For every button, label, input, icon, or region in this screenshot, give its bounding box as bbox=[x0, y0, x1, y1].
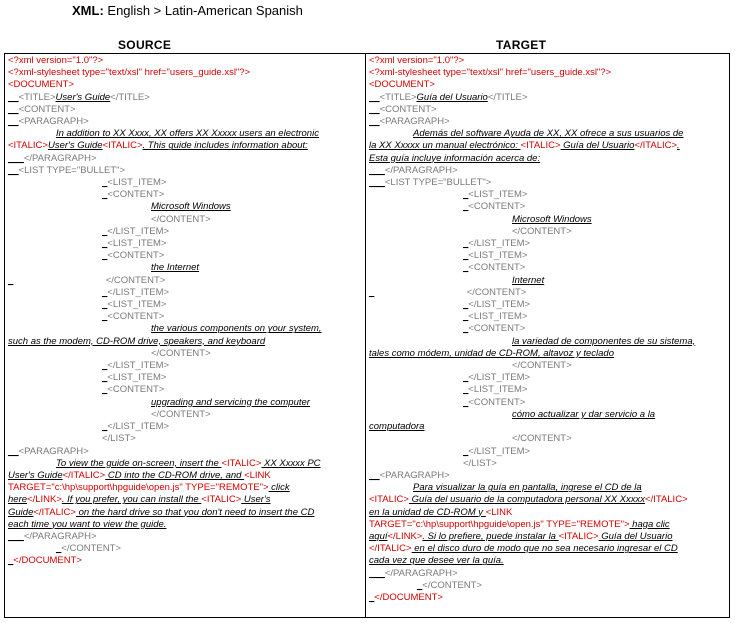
target-token: _ bbox=[463, 311, 469, 323]
target-xml-panel bbox=[369, 55, 725, 604]
target-line bbox=[369, 494, 725, 506]
source-token: </LIST_ITEM> bbox=[107, 360, 170, 372]
target-line bbox=[369, 433, 725, 445]
target-token: <LIST_ITEM> bbox=[468, 311, 528, 323]
target-token: __ bbox=[369, 103, 380, 115]
target-token: __ bbox=[369, 91, 380, 103]
source-token: </CONTENT> bbox=[105, 274, 166, 286]
target-token: Guía del usuario de la computadora personal XX Xxxxx bbox=[408, 494, 646, 506]
source-token: . This guide includes information about: bbox=[142, 140, 308, 152]
source-token: <LIST TYPE="BULLET"> bbox=[18, 164, 126, 176]
source-token: _ bbox=[8, 274, 14, 286]
target-token: _ bbox=[463, 445, 469, 457]
target-line bbox=[369, 360, 725, 372]
target-token: </LIST_ITEM> bbox=[468, 445, 531, 457]
target-line bbox=[369, 79, 725, 91]
target-line bbox=[369, 311, 725, 323]
source-token: __ bbox=[8, 445, 19, 457]
source-token: Guide bbox=[8, 506, 34, 518]
source-token: _ bbox=[102, 421, 108, 433]
source-line bbox=[8, 470, 358, 482]
source-token: </CONTENT> bbox=[151, 213, 211, 225]
source-token: the various components on your system, bbox=[151, 323, 322, 335]
source-line bbox=[8, 384, 358, 396]
target-token: _ bbox=[417, 579, 423, 591]
target-token: ___ bbox=[369, 177, 385, 189]
target-token: __ bbox=[369, 116, 380, 128]
source-line bbox=[8, 177, 358, 189]
page-heading bbox=[72, 3, 303, 18]
target-line bbox=[369, 421, 725, 433]
target-token: </ITALIC> bbox=[634, 140, 678, 152]
source-line bbox=[8, 67, 358, 79]
target-token: _ bbox=[463, 299, 469, 311]
target-line bbox=[369, 262, 725, 274]
target-token: </PARAGRAPH> bbox=[384, 164, 458, 176]
source-token: _ bbox=[102, 372, 108, 384]
target-token: <CONTENT> bbox=[468, 396, 526, 408]
target-token: <DOCUMENT> bbox=[369, 79, 435, 91]
source-token: </CONTENT> bbox=[151, 408, 211, 420]
target-token: Guía del Usuario bbox=[416, 91, 488, 103]
target-token: computadora bbox=[369, 421, 425, 433]
source-token: <ITALIC> bbox=[8, 140, 48, 152]
source-token: _ bbox=[102, 384, 108, 396]
target-token: <LINK bbox=[485, 506, 513, 518]
source-token: <ITALIC> bbox=[221, 457, 262, 469]
source-token: User's Guide bbox=[55, 91, 111, 103]
source-token: </PARAGRAPH> bbox=[23, 152, 97, 164]
target-token: <ITALIC> bbox=[520, 140, 561, 152]
source-token: upgrading and servicing the computer bbox=[151, 396, 310, 408]
target-token bbox=[374, 287, 466, 298]
target-token: _ bbox=[463, 384, 469, 396]
target-token: <ITALIC> bbox=[558, 530, 599, 542]
target-token: <CONTENT> bbox=[468, 323, 526, 335]
target-line bbox=[369, 238, 725, 250]
source-line bbox=[8, 153, 358, 165]
source-token: <PARAGRAPH> bbox=[18, 445, 89, 457]
source-line bbox=[8, 531, 358, 543]
target-line bbox=[369, 531, 725, 543]
target-token: _ bbox=[463, 201, 469, 213]
target-token: Además del software Ayuda de XX, XX ofrece a sus usuarios de bbox=[413, 128, 684, 140]
target-line bbox=[369, 458, 725, 470]
target-token: _ bbox=[369, 286, 375, 298]
target-token: </ITALIC> bbox=[645, 494, 688, 506]
target-token: TARGET="c:\hp\support\hpguide\open.js" TYPE="REMOTE"> bbox=[369, 518, 630, 530]
target-token: ___ bbox=[369, 567, 385, 579]
source-token: <LINK bbox=[244, 469, 271, 481]
target-token: </LIST_ITEM> bbox=[468, 372, 531, 384]
source-line bbox=[8, 275, 358, 287]
target-token: _ bbox=[463, 323, 469, 335]
target-token: <ITALIC> bbox=[369, 494, 409, 506]
target-column-header: TARGET bbox=[496, 38, 547, 52]
source-line bbox=[8, 226, 358, 238]
source-token: <DOCUMENT> bbox=[8, 79, 74, 91]
target-token: </CONTENT> bbox=[466, 286, 527, 298]
target-token: la variedad de componentes de su sistema, bbox=[512, 335, 696, 347]
source-token: <LIST_ITEM> bbox=[107, 177, 167, 189]
source-line bbox=[8, 104, 358, 116]
source-token: the Internet bbox=[151, 262, 200, 274]
source-line bbox=[8, 397, 358, 409]
source-token: <ITALIC> bbox=[201, 494, 242, 506]
target-line bbox=[369, 287, 725, 299]
target-token: en el disco duro de modo que no sea necesario ingresar el CD bbox=[411, 543, 678, 555]
target-line bbox=[369, 482, 725, 494]
target-line bbox=[369, 250, 725, 262]
source-token: XX Xxxxx PC bbox=[261, 457, 321, 469]
source-token: <LIST_ITEM> bbox=[107, 372, 167, 384]
target-token: ___ bbox=[369, 164, 385, 176]
target-token: haga clic bbox=[629, 518, 670, 530]
target-token: la XX Xxxxx un manual electrónico: bbox=[369, 140, 521, 152]
source-token: <LIST_ITEM> bbox=[107, 238, 167, 250]
target-token: <LIST_ITEM> bbox=[468, 384, 528, 396]
source-token: _ bbox=[102, 311, 108, 323]
target-token: Guía del Usuario bbox=[598, 530, 673, 542]
source-token: </CONTENT> bbox=[151, 347, 211, 359]
source-token: _ bbox=[56, 543, 62, 555]
target-line bbox=[369, 470, 725, 482]
target-line bbox=[369, 299, 725, 311]
source-line bbox=[8, 116, 358, 128]
source-token: such as the modem, CD-ROM drive, speakers, and keyboard bbox=[8, 335, 266, 347]
source-line bbox=[8, 55, 358, 67]
target-token: Guía del Usuario bbox=[560, 140, 635, 152]
source-token: <?xml version="1.0"?> bbox=[8, 55, 104, 66]
target-line bbox=[369, 446, 725, 458]
source-line bbox=[8, 238, 358, 250]
source-line bbox=[8, 336, 358, 348]
source-token: </ITALIC> bbox=[62, 469, 106, 481]
source-token: on the hard drive so that you don't need to insert the CD bbox=[75, 506, 315, 518]
target-line bbox=[369, 92, 725, 104]
source-token: each time you want to view the guide. bbox=[8, 518, 167, 530]
target-line bbox=[369, 201, 725, 213]
source-token: </LIST_ITEM> bbox=[107, 286, 170, 298]
source-token: Microsoft Windows bbox=[151, 201, 231, 213]
source-line bbox=[8, 287, 358, 299]
source-token: ___ bbox=[8, 530, 24, 542]
target-token: </LIST> bbox=[463, 457, 497, 469]
target-token: <?xml-stylesheet type="text/xsl" href="users_guide.xsl"?> bbox=[369, 67, 612, 79]
target-line bbox=[369, 67, 725, 79]
target-token: Esta guía incluye información acerca de: bbox=[369, 152, 541, 164]
source-token: </LIST_ITEM> bbox=[107, 225, 170, 237]
source-line bbox=[8, 189, 358, 201]
source-line bbox=[8, 360, 358, 372]
source-token: User's Guide bbox=[47, 140, 103, 152]
source-token: <CONTENT> bbox=[107, 250, 165, 262]
source-token: _ bbox=[8, 555, 14, 567]
target-token: _ bbox=[463, 189, 469, 201]
source-line bbox=[8, 421, 358, 433]
source-token: click bbox=[268, 482, 290, 494]
target-line bbox=[369, 397, 725, 409]
source-token: __ bbox=[8, 164, 19, 176]
source-token: </TITLE> bbox=[110, 91, 150, 103]
source-token: </CONTENT> bbox=[61, 543, 121, 555]
target-token: aquí bbox=[369, 530, 388, 542]
target-line bbox=[369, 409, 725, 421]
target-line bbox=[369, 55, 725, 67]
target-token: tales como módem, unidad de CD-ROM, altavoz y teclado bbox=[369, 347, 614, 359]
source-line bbox=[8, 372, 358, 384]
source-line bbox=[8, 92, 358, 104]
target-line bbox=[369, 543, 725, 555]
target-token: _ bbox=[463, 262, 469, 274]
target-token: </PARAGRAPH> bbox=[384, 567, 458, 579]
target-token: <TITLE> bbox=[379, 91, 417, 103]
target-line bbox=[369, 153, 725, 165]
target-line bbox=[369, 104, 725, 116]
target-token: </CONTENT> bbox=[422, 579, 482, 591]
target-token: _ bbox=[369, 591, 375, 603]
source-line bbox=[8, 79, 358, 91]
heading-prefix: XML: bbox=[72, 3, 104, 18]
source-token: here bbox=[8, 494, 28, 506]
target-token: Para visualizar la guía en pantalla, ingrese el CD de la bbox=[413, 482, 642, 494]
source-token: <CONTENT> bbox=[18, 103, 76, 115]
source-token: <ITALIC> bbox=[102, 140, 143, 152]
target-line bbox=[369, 165, 725, 177]
target-line bbox=[369, 568, 725, 580]
source-line bbox=[8, 555, 358, 567]
target-line bbox=[369, 275, 725, 287]
target-token: </DOCUMENT> bbox=[374, 591, 443, 603]
target-token: cómo actualizar y dar servicio a la bbox=[512, 408, 656, 420]
target-token: _ bbox=[463, 396, 469, 408]
target-line bbox=[369, 116, 725, 128]
source-line bbox=[8, 250, 358, 262]
target-token: </LIST_ITEM> bbox=[468, 299, 531, 311]
source-token: </LINK> bbox=[27, 494, 62, 506]
target-token: Microsoft Windows bbox=[512, 213, 592, 225]
source-line bbox=[8, 409, 358, 421]
source-line bbox=[8, 446, 358, 458]
source-token: <PARAGRAPH> bbox=[18, 116, 89, 128]
source-token: . If you prefer, you can install the bbox=[61, 494, 202, 506]
source-token: TARGET="c:\hp\support\hpguide\open.js" TYPE="REMOTE"> bbox=[8, 482, 269, 494]
source-token: In addition to XX Xxxx, XX offers XX Xxxxx users an electronic bbox=[56, 128, 319, 140]
target-token: </LINK> bbox=[387, 530, 423, 542]
target-token: <CONTENT> bbox=[468, 201, 526, 213]
source-token: User's bbox=[241, 494, 271, 506]
target-line bbox=[369, 372, 725, 384]
source-token: _ bbox=[102, 286, 108, 298]
source-line bbox=[8, 128, 358, 140]
source-token: <CONTENT> bbox=[107, 311, 165, 323]
column-divider bbox=[365, 53, 366, 618]
source-token: <CONTENT> bbox=[107, 384, 165, 396]
target-line bbox=[369, 384, 725, 396]
target-token: <LIST TYPE="BULLET"> bbox=[384, 177, 492, 189]
target-token: <CONTENT> bbox=[379, 103, 437, 115]
source-token: <CONTENT> bbox=[107, 189, 165, 201]
source-line bbox=[8, 323, 358, 335]
source-token: To view the guide on-screen, insert the bbox=[56, 457, 222, 469]
source-line bbox=[8, 262, 358, 274]
target-line bbox=[369, 507, 725, 519]
source-line bbox=[8, 433, 358, 445]
source-token: <LIST_ITEM> bbox=[107, 299, 167, 311]
source-token: </DOCUMENT> bbox=[13, 555, 82, 567]
source-token: __ bbox=[8, 116, 19, 128]
source-token: _ bbox=[102, 299, 108, 311]
target-line bbox=[369, 348, 725, 360]
target-token: <LIST_ITEM> bbox=[468, 189, 528, 201]
source-token: CD into the CD-ROM drive, and bbox=[105, 469, 245, 481]
target-line bbox=[369, 214, 725, 226]
source-line bbox=[8, 543, 358, 555]
target-line bbox=[369, 336, 725, 348]
target-token: <LIST_ITEM> bbox=[468, 250, 528, 262]
source-token: _ bbox=[102, 250, 108, 262]
target-line bbox=[369, 519, 725, 531]
target-line bbox=[369, 189, 725, 201]
target-token: Internet bbox=[512, 274, 545, 286]
target-token: cada vez que desee ver la guía. bbox=[369, 555, 504, 567]
source-token: _ bbox=[102, 177, 108, 189]
target-token: <CONTENT> bbox=[468, 262, 526, 274]
target-token: </CONTENT> bbox=[512, 225, 572, 237]
target-token: <PARAGRAPH> bbox=[379, 469, 450, 481]
target-token: __ bbox=[369, 469, 380, 481]
target-line bbox=[369, 580, 725, 592]
source-token: <TITLE> bbox=[18, 91, 56, 103]
source-token: </ITALIC> bbox=[33, 506, 76, 518]
source-line bbox=[8, 214, 358, 226]
source-token: __ bbox=[8, 103, 19, 115]
target-token: <?xml version="1.0"?> bbox=[369, 55, 465, 66]
target-line bbox=[369, 323, 725, 335]
target-token: </CONTENT> bbox=[512, 360, 572, 372]
source-token: _ bbox=[102, 238, 108, 250]
source-line bbox=[8, 494, 358, 506]
source-line bbox=[8, 201, 358, 213]
source-line bbox=[8, 348, 358, 360]
source-line bbox=[8, 140, 358, 152]
target-token: _ bbox=[463, 372, 469, 384]
source-token: _ bbox=[102, 225, 108, 237]
target-line bbox=[369, 177, 725, 189]
source-line bbox=[8, 311, 358, 323]
source-token: __ bbox=[8, 91, 19, 103]
source-line bbox=[8, 165, 358, 177]
target-token: _ bbox=[463, 250, 469, 262]
target-token: </ITALIC> bbox=[369, 543, 412, 555]
source-token: _ bbox=[102, 360, 108, 372]
source-line bbox=[8, 299, 358, 311]
target-token: en la unidad de CD-ROM y bbox=[369, 506, 486, 518]
source-token: ___ bbox=[8, 152, 24, 164]
target-line bbox=[369, 226, 725, 238]
target-token: <PARAGRAPH> bbox=[379, 116, 450, 128]
source-token: </LIST_ITEM> bbox=[107, 421, 170, 433]
target-token: </CONTENT> bbox=[512, 433, 572, 445]
source-line bbox=[8, 507, 358, 519]
source-line bbox=[8, 458, 358, 470]
source-line bbox=[8, 519, 358, 531]
heading-language-pair: English > Latin-American Spanish bbox=[107, 3, 303, 18]
target-token: _ bbox=[463, 238, 469, 250]
target-line bbox=[369, 128, 725, 140]
target-line bbox=[369, 140, 725, 152]
target-token: </LIST_ITEM> bbox=[468, 238, 531, 250]
source-token: </PARAGRAPH> bbox=[23, 530, 97, 542]
target-line bbox=[369, 555, 725, 567]
source-token bbox=[13, 275, 105, 286]
source-token: _ bbox=[102, 189, 108, 201]
source-column-header: SOURCE bbox=[118, 38, 172, 52]
target-line bbox=[369, 592, 725, 604]
source-line bbox=[8, 482, 358, 494]
target-token: . bbox=[677, 140, 680, 152]
source-token: </LIST> bbox=[102, 433, 136, 445]
source-token: <?xml-stylesheet type="text/xsl" href="users_guide.xsl"?> bbox=[8, 67, 251, 79]
target-token: </TITLE> bbox=[487, 91, 528, 103]
source-xml-panel bbox=[8, 55, 358, 568]
source-token: User's Guide bbox=[8, 469, 63, 481]
target-token: . Si lo prefiere, puede instalar la bbox=[422, 530, 559, 542]
